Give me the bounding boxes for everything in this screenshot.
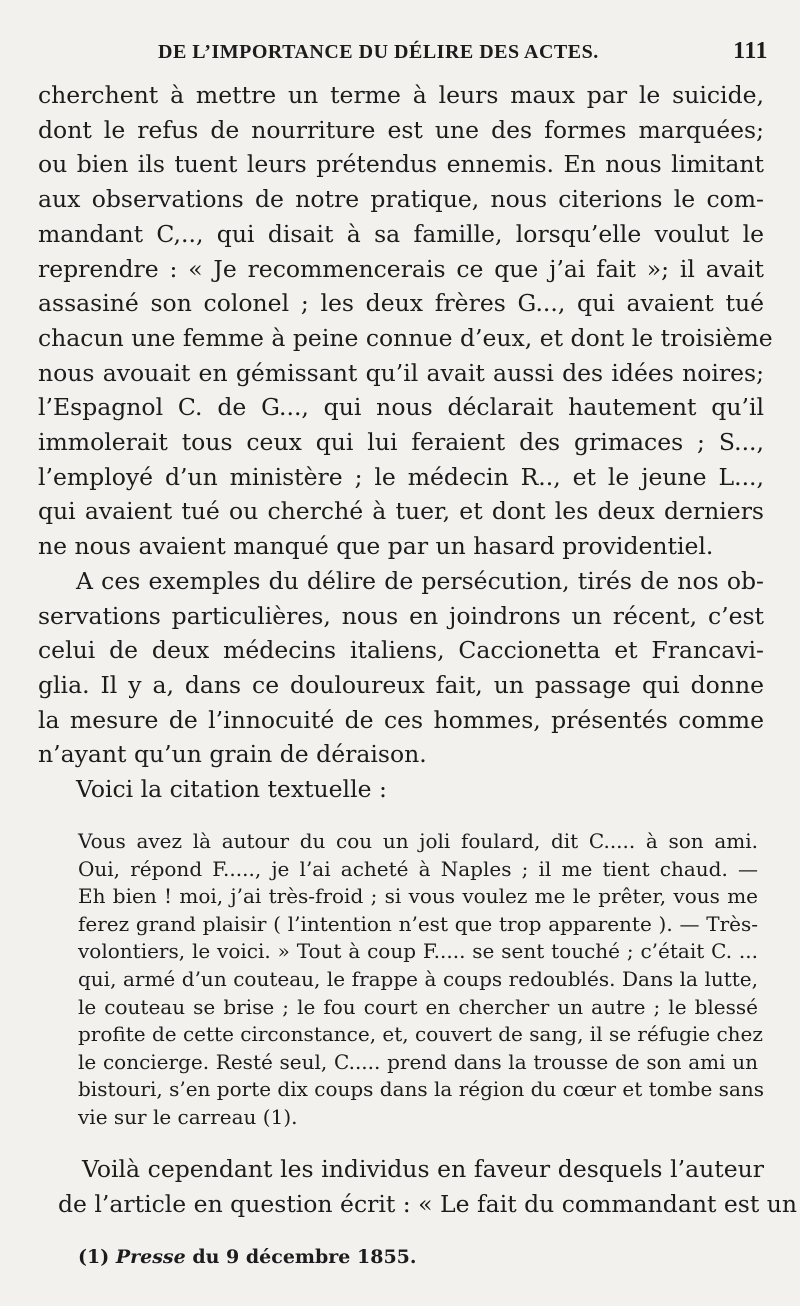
footnote-source: Presse bbox=[115, 1246, 186, 1268]
text-line: chacun une femme à peine connue d’eux, et dont le troisième bbox=[38, 323, 773, 352]
text-line: n’ayant qu’un grain de déraison. bbox=[38, 740, 427, 769]
text-line: nous avouait en gémissant qu’il avait aussi des idées noires; bbox=[38, 358, 764, 387]
quote-line: bistouri, s’en porte dix coups dans la région du cœur et tombe sans bbox=[78, 1077, 765, 1102]
quote-line: volontiers, le voici. » Tout à coup F..... se sent touché ; c’était C. ... bbox=[78, 939, 758, 964]
text-line: mandant C,.., qui disait à sa famille, lorsqu’elle voulut le bbox=[38, 219, 764, 248]
footnote-text: du 9 décembre 1855. bbox=[192, 1246, 417, 1268]
text-line: l’employé d’un ministère ; le médecin R.., et le jeune L..., bbox=[38, 462, 764, 491]
quote-line: Oui, répond F....., je l’ai acheté à Naples ; il me tient chaud. — bbox=[78, 856, 758, 881]
text-line: Voici la citation textuelle : bbox=[76, 775, 387, 804]
text-line: celui de deux médecins italiens, Caccionetta et Francavi- bbox=[38, 636, 764, 665]
text-line: cherchent à mettre un terme à leurs maux par le suicide, bbox=[38, 81, 764, 109]
text-line: dont le refus de nourriture est une des formes marquées; bbox=[38, 115, 764, 144]
quote-line: Vous avez là autour du cou un joli foulard, dit C..... à son ami. bbox=[78, 829, 758, 853]
text-line: glia. Il y a, dans ce douloureux fait, un passage qui donne bbox=[38, 670, 764, 699]
text-line: immolerait tous ceux qui lui feraient des grimaces ; S..., bbox=[38, 428, 764, 457]
running-title: DE L’IMPORTANCE DU DÉLIRE DES ACTES. bbox=[158, 41, 599, 63]
footnote bbox=[78, 1244, 578, 1270]
text-line: assasiné son colonel ; les deux frères G..., qui avaient tué bbox=[38, 289, 764, 318]
text-line: aux observations de notre pratique, nous citerions le com- bbox=[38, 185, 764, 214]
page-number: 111 bbox=[733, 38, 768, 64]
quote-line: le couteau se brise ; le fou court en chercher un autre ; le blessé bbox=[78, 994, 758, 1019]
quote-line: vie sur le carreau (1). bbox=[78, 1104, 298, 1129]
quote-line: qui, armé d’un couteau, le frappe à coups redoublés. Dans la lutte, bbox=[78, 966, 758, 991]
text-line: la mesure de l’innocuité de ces hommes, présentés comme bbox=[38, 705, 764, 734]
quote-line: Eh bien ! moi, j’ai très-froid ; si vous voulez me le prêter, vous me bbox=[78, 884, 758, 909]
quote-line: profite de cette circonstance, et, couvert de sang, il se réfugie chez bbox=[78, 1022, 763, 1047]
text-line: qui avaient tué ou cherché à tuer, et dont les deux derniers bbox=[38, 497, 764, 526]
quote-line: le concierge. Resté seul, C..... prend dans la trousse de son ami un bbox=[78, 1049, 758, 1074]
body-text bbox=[38, 78, 773, 807]
closing-paragraph bbox=[58, 1152, 798, 1221]
running-header bbox=[158, 38, 768, 68]
text-line: l’Espagnol C. de G..., qui nous déclarait hautement qu’il bbox=[38, 393, 764, 422]
footnote-marker: (1) bbox=[78, 1246, 110, 1268]
text-line: servations particulières, nous en joindrons un récent, c’est bbox=[38, 601, 764, 630]
quotation-block bbox=[78, 828, 765, 1132]
text-line: de l’article en question écrit : « Le fait du commandant est un bbox=[58, 1189, 798, 1218]
quote-line: ferez grand plaisir ( l’intention n’est que trop apparente ). — Très- bbox=[78, 911, 758, 936]
text-line: ne nous avaient manqué que par un hasard providentiel. bbox=[38, 532, 714, 561]
text-line: ou bien ils tuent leurs prétendus ennemis. En nous limitant bbox=[38, 150, 764, 179]
text-line: Voilà cependant les individus en faveur desquels l’auteur bbox=[82, 1155, 764, 1183]
text-line: reprendre : « Je recommencerais ce que j’ai fait »; il avait bbox=[38, 254, 764, 283]
text-line: A ces exemples du délire de persécution, tirés de nos ob- bbox=[76, 566, 764, 595]
